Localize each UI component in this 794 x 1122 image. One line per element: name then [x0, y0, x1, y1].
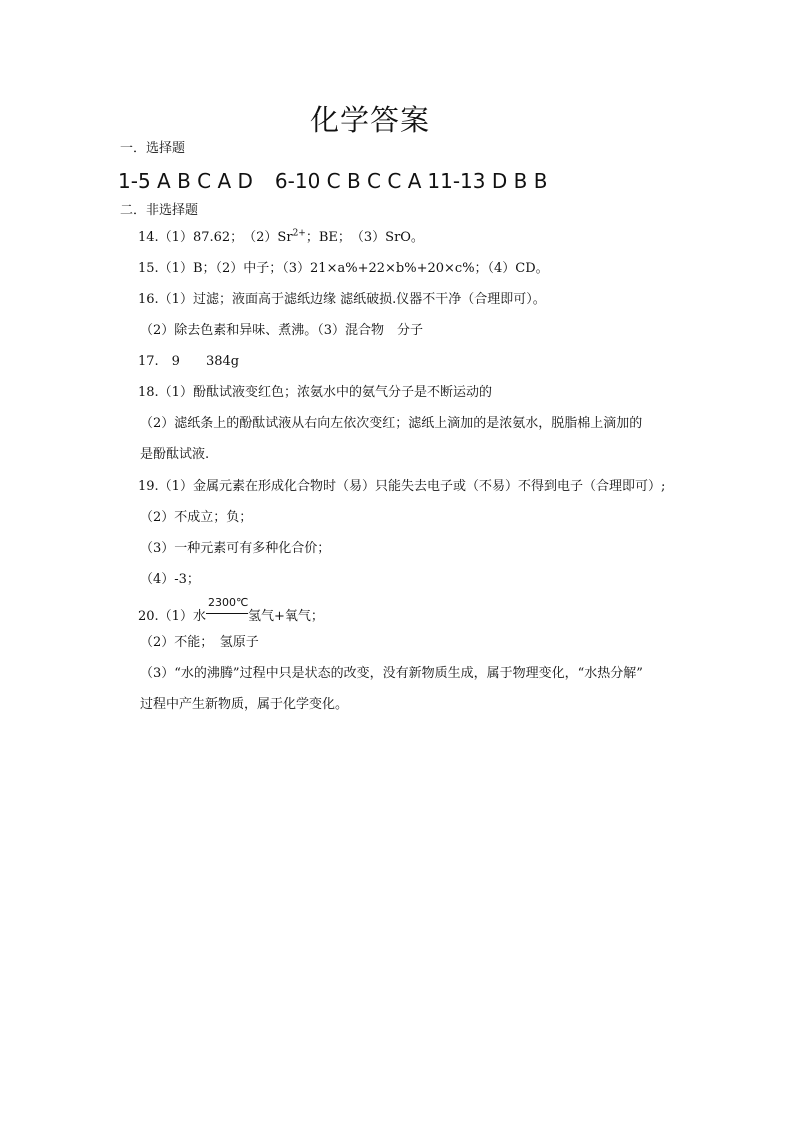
answer-19-part-1: 19.（1）金属元素在形成化合物时（易）只能失去电子或（不易）不得到电子（合理即可）;: [138, 479, 666, 494]
section-multiple-choice-heading: 一．选择题: [120, 141, 186, 156]
reaction-arrow: [206, 596, 249, 620]
mc-answers-6-10: 6-10 C B C C A: [274, 169, 422, 193]
answer-20-suffix: 氢气+氧气；: [247, 609, 324, 624]
mc-answers-1-5: 1-5 A B C A D: [118, 169, 253, 193]
answer-20-part-2: （2）不能； 氢原子: [140, 635, 259, 650]
section-non-choice-heading: 二．非选择题: [120, 203, 199, 218]
answer-14: [138, 230, 424, 246]
page-title: 化学答案: [309, 103, 430, 137]
answer-20-prefix: 20.（1）水: [138, 609, 206, 624]
answer-17: 17. 9 384g: [138, 354, 240, 369]
answer-18-part-1: 18.（1）酚酞试液变红色；浓氨水中的氨气分子是不断运动的: [138, 385, 492, 400]
answer-19-part-4: （4）-3；: [140, 572, 200, 587]
answer-16-part-1: 16.（1）过滤；液面高于滤纸边缘 滤纸破损.仪器不干净（合理即可）。: [138, 292, 546, 307]
mc-answers-11-13: 11-13 D B B: [427, 169, 548, 193]
answer-15: 15.（1）B；（2）中子；（3）21×a%+22×b%+20×c%；（4）CD。: [138, 261, 549, 276]
answer-18-part-2: （2）滤纸条上的酚酞试液从右向左依次变红；滤纸上滴加的是浓氨水，脱脂棉上滴加的: [140, 416, 643, 431]
reaction-line: [206, 613, 248, 614]
reaction-condition: 2300℃: [207, 596, 249, 609]
answer-14-superscript: 2+: [292, 228, 306, 239]
answer-14-prefix: 14.（1）87.62； （2）Sr: [138, 230, 293, 245]
answer-19-part-2: （2）不成立；负；: [140, 510, 253, 525]
answer-16-part-2: （2）除去色素和异味、煮沸。（3）混合物 分子: [140, 323, 424, 338]
answer-20-part-3-continued: 过程中产生新物质，属于化学变化。: [140, 697, 349, 712]
answer-18-part-2-continued: 是酚酞试液.: [140, 447, 210, 462]
answer-20-part-3: （3）“水的沸腾”过程中只是状态的改变，没有新物质生成，属于物理变化，“水热分解”: [140, 666, 643, 681]
answer-19-part-3: （3）一种元素可有多种化合价；: [140, 541, 331, 556]
multiple-choice-answers: [118, 168, 547, 194]
answer-14-suffix: ；BE； （3）SrO。: [305, 230, 424, 245]
answer-20-part-1: [138, 596, 324, 625]
